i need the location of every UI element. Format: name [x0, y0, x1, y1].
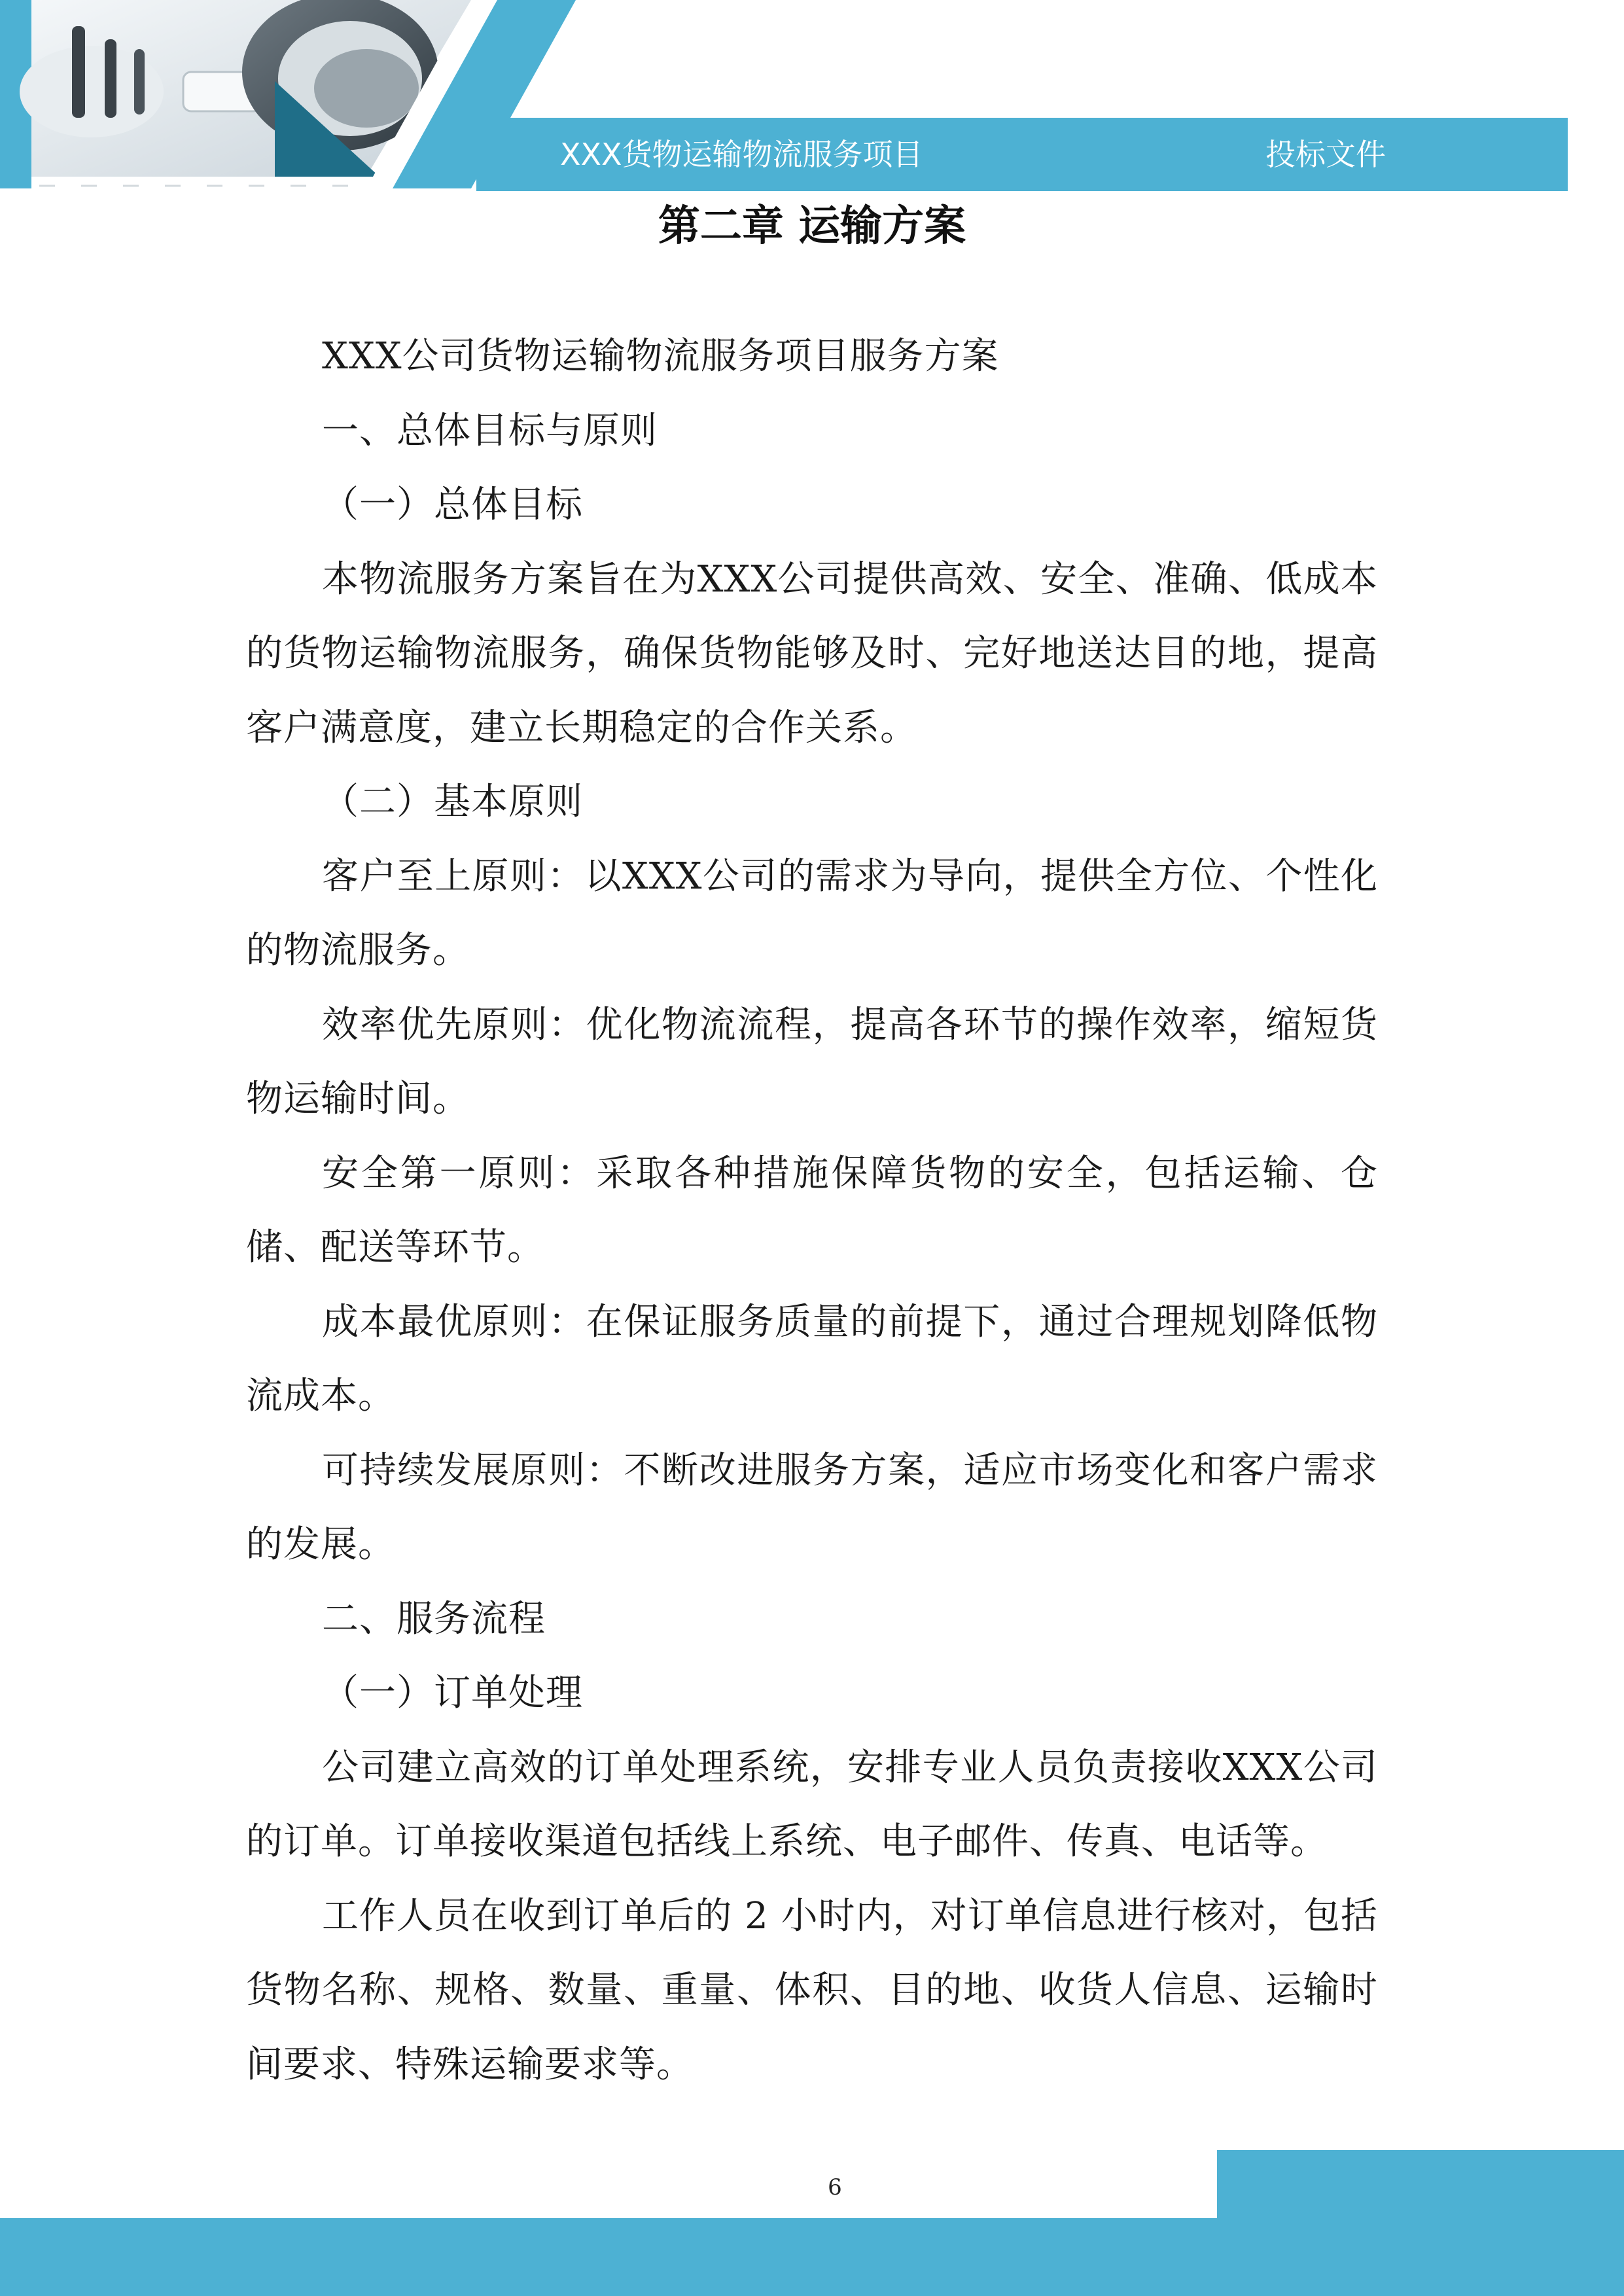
paragraph-principle-efficiency: 效率优先原则：优化物流流程，提高各环节的操作效率，缩短货物运输时间。	[246, 1003, 1378, 1120]
paragraph-principle-sustainability: 可持续发展原则：不断改进服务方案，适应市场变化和客户需求的发展。	[246, 1449, 1378, 1566]
paragraph-order-system: 公司建立高效的订单处理系统，安排专业人员负责接收XXX公司的订单。订单接收渠道包括线上系统、电子邮件、传真、电话等。	[246, 1746, 1378, 1863]
paragraph-principle-safety: 安全第一原则：采取各种措施保障货物的安全，包括运输、仓储、配送等环节。	[246, 1152, 1378, 1269]
chapter-title: 第二章 运输方案	[658, 202, 966, 251]
paragraph-overall-goal: 本物流服务方案旨在为XXX公司提供高效、安全、准确、低成本的货物运输物流服务，确保货物能够及时、完好地送达目的地，提高客户满意度，建立长期稳定的合作关系。	[246, 557, 1378, 749]
page-number: 6	[828, 2174, 842, 2200]
header-project-title: XXX货物运输物流服务项目	[560, 137, 923, 172]
subsection-heading-2-1: （一）订单处理	[322, 1672, 583, 1714]
paragraph-principle-customer: 客户至上原则：以XXX公司的需求为导向，提供全方位、个性化的物流服务。	[246, 855, 1378, 972]
section-heading-1: 一、总体目标与原则	[322, 409, 658, 452]
paragraph-plan-title: XXX公司货物运输物流服务项目服务方案	[322, 335, 999, 378]
document-body	[246, 319, 1378, 2102]
footer-accent-block	[1217, 2150, 1624, 2218]
header-doc-type: 投标文件	[1265, 137, 1386, 172]
subsection-heading-1-2: （二）基本原则	[322, 781, 583, 823]
paragraph-principle-cost: 成本最优原则：在保证服务质量的前提下，通过合理规划降低物流成本。	[246, 1300, 1378, 1417]
section-heading-2: 二、服务流程	[322, 1597, 546, 1640]
subsection-heading-1-1: （一）总体目标	[322, 484, 583, 526]
footer-band	[0, 2218, 1624, 2296]
paragraph-order-verification: 工作人员在收到订单后的 2 小时内，对订单信息进行核对，包括货物名称、规格、数量、重量、体积、目的地、收货人信息、运输时间要求、特殊运输要求等。	[246, 1894, 1378, 2086]
